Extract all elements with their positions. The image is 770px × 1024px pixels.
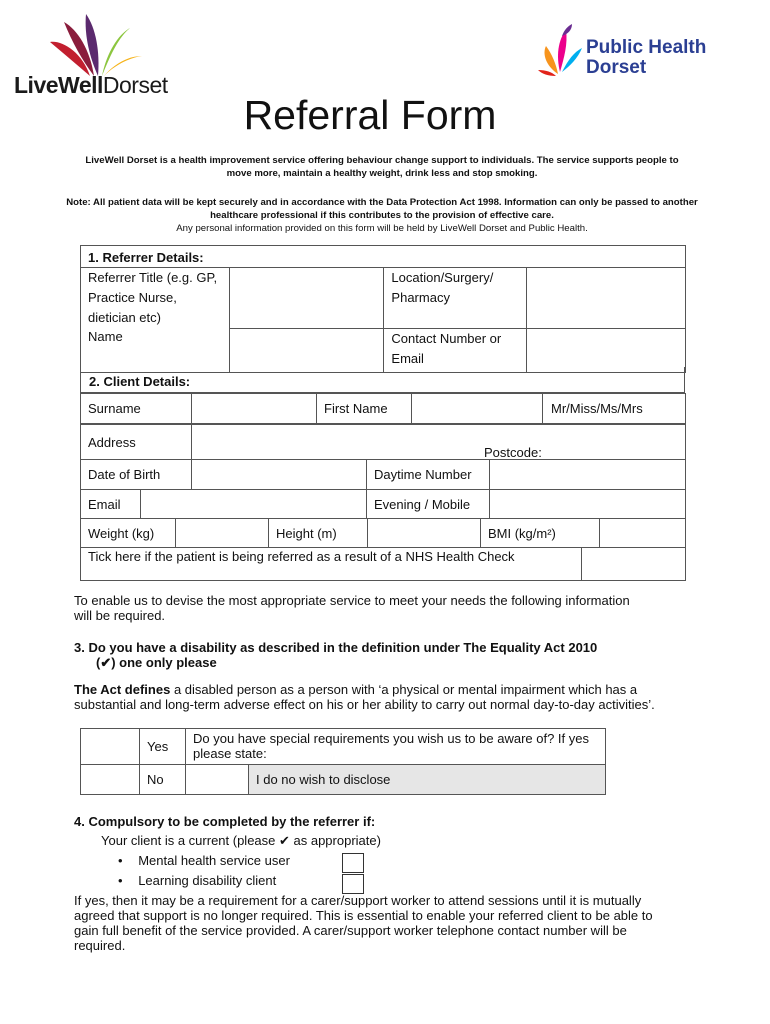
- enable-text: To enable us to devise the most appropriate service to meet your needs the following information will be required.: [74, 593, 630, 623]
- nhs-check-label: Tick here if the patient is being referred as a result of a NHS Health Check: [88, 549, 515, 564]
- daytime-number-field[interactable]: [490, 460, 686, 490]
- first-name-label: First Name: [324, 401, 388, 416]
- height-label: Height (m): [276, 525, 337, 541]
- referrer-name-label: Name: [88, 329, 123, 344]
- dob-field[interactable]: [192, 460, 367, 490]
- disability-heading-line2: (✔) one only please: [96, 655, 217, 670]
- special-requirements-label: Do you have special requirements you wish us to be aware of? If yes please state:: [193, 731, 589, 761]
- carer-requirement-text: If yes, then it may be a requirement for a carer/support worker to attend sessions until it is mutually agreed that support is no longer required. This is essential to enable your referred client to be able to gain full benefit of the service provided. A carer/support worker telephone contact number will be required.: [74, 893, 653, 953]
- address-field[interactable]: [192, 425, 686, 460]
- public-health-dorset-logo: [536, 24, 736, 82]
- livewell-leaves-icon: [42, 12, 152, 78]
- bullet-icon: •: [118, 853, 123, 868]
- client-measurements-table: [80, 518, 686, 548]
- contact-field[interactable]: [527, 328, 686, 372]
- evening-mobile-label: Evening / Mobile: [374, 496, 471, 512]
- client-details-heading: 2. Client Details:: [89, 374, 191, 389]
- mental-health-checkbox[interactable]: [342, 853, 364, 873]
- weight-field[interactable]: [176, 519, 269, 548]
- client-details-heading-row: [80, 367, 685, 393]
- act-definition-text: a disabled person as a person with ‘a physical or mental impairment which has a substantial and long-term adverse effect on his or her ability to carry out normal day-to-day activities’.: [74, 682, 655, 712]
- livewell-dorset-logo: [14, 12, 184, 98]
- referrer-title-field[interactable]: [229, 268, 384, 329]
- dob-label: Date of Birth: [88, 467, 161, 482]
- evening-mobile-field[interactable]: [490, 490, 686, 519]
- disability-heading: [74, 640, 694, 670]
- referrer-details-table: [80, 245, 686, 373]
- learning-disability-checkbox[interactable]: [342, 874, 364, 894]
- referrer-name-field[interactable]: [229, 328, 384, 372]
- page-title: Referral Form: [243, 92, 497, 138]
- postcode-label: Postcode:: [484, 445, 542, 460]
- client-address-table: [80, 424, 686, 460]
- livewell-logo-text: LiveWell: [14, 72, 103, 98]
- disability-heading-line1: 3. Do you have a disability as described in the definition under The Equality Act 2010: [74, 640, 598, 655]
- livewell-logo-suffix: Dorset: [102, 72, 168, 98]
- disability-yes-box[interactable]: [81, 729, 140, 765]
- client-email-table: [80, 489, 686, 519]
- act-definition-bold: The Act defines: [74, 682, 171, 697]
- height-field[interactable]: [368, 519, 481, 548]
- disability-yes-label: Yes: [147, 739, 169, 754]
- disability-table: [80, 728, 606, 795]
- daytime-number-label: Daytime Number: [374, 467, 472, 482]
- referrer-title-label: Referrer Title (e.g. GP, Practice Nurse, dietician etc): [88, 270, 218, 325]
- address-label: Address: [88, 435, 136, 450]
- first-name-field[interactable]: [412, 394, 543, 424]
- surname-label: Surname: [88, 401, 141, 416]
- location-field[interactable]: [527, 268, 686, 329]
- current-client-text: Your client is a current (please ✔ as appropriate): [101, 833, 381, 848]
- bmi-label: BMI (kg/m²): [488, 525, 556, 541]
- bmi-field[interactable]: [600, 519, 686, 548]
- disability-no-label: No: [147, 772, 164, 787]
- no-disclose-label: I do no wish to disclose: [256, 772, 391, 787]
- client-name-table: [80, 393, 686, 424]
- location-label: Location/Surgery/ Pharmacy: [391, 270, 494, 305]
- public-health-logo-line1: Public Health: [586, 37, 707, 58]
- email-field[interactable]: [141, 490, 367, 519]
- referrer-details-heading: 1. Referrer Details:: [88, 250, 204, 265]
- title-options-label: Mr/Miss/Ms/Mrs: [551, 401, 643, 416]
- bullet-icon: •: [118, 873, 123, 888]
- mental-health-label: Mental health service user: [138, 853, 290, 868]
- contact-label: Contact Number or Email: [391, 330, 502, 366]
- compulsory-heading: 4. Compulsory to be completed by the referrer if:: [74, 814, 376, 829]
- data-protection-note: [62, 196, 702, 235]
- data-protection-note-bold: Note: All patient data will be kept securely and in accordance with the Data Protection Act 1998. Information can only be passed to another healthcare professional if this contributes to the provision of effective care.: [66, 197, 698, 221]
- weight-label: Weight (kg): [88, 525, 155, 541]
- public-health-logo-line2: Dorset: [586, 57, 647, 78]
- act-definition: [74, 682, 664, 712]
- data-protection-note-plain: Any personal information provided on this form will be held by LiveWell Dorset and Public Health.: [176, 223, 588, 234]
- public-health-petals-icon: [536, 24, 586, 80]
- nhs-check-table: [80, 547, 686, 581]
- nhs-check-box[interactable]: [582, 548, 686, 581]
- intro-text: LiveWell Dorset is a health improvement service offering behaviour change support to individuals. The service supports people to move more, maintain a healthy weight, drink less and stop smoking.: [85, 155, 679, 179]
- no-disclose-box[interactable]: [186, 765, 249, 795]
- learning-disability-label: Learning disability client: [138, 873, 277, 888]
- disability-no-box[interactable]: [81, 765, 140, 795]
- bullet-learning-disability: [118, 873, 276, 888]
- surname-field[interactable]: [192, 394, 317, 424]
- email-label: Email: [88, 496, 121, 512]
- bullet-mental-health: [118, 853, 290, 868]
- client-dob-table: [80, 459, 686, 490]
